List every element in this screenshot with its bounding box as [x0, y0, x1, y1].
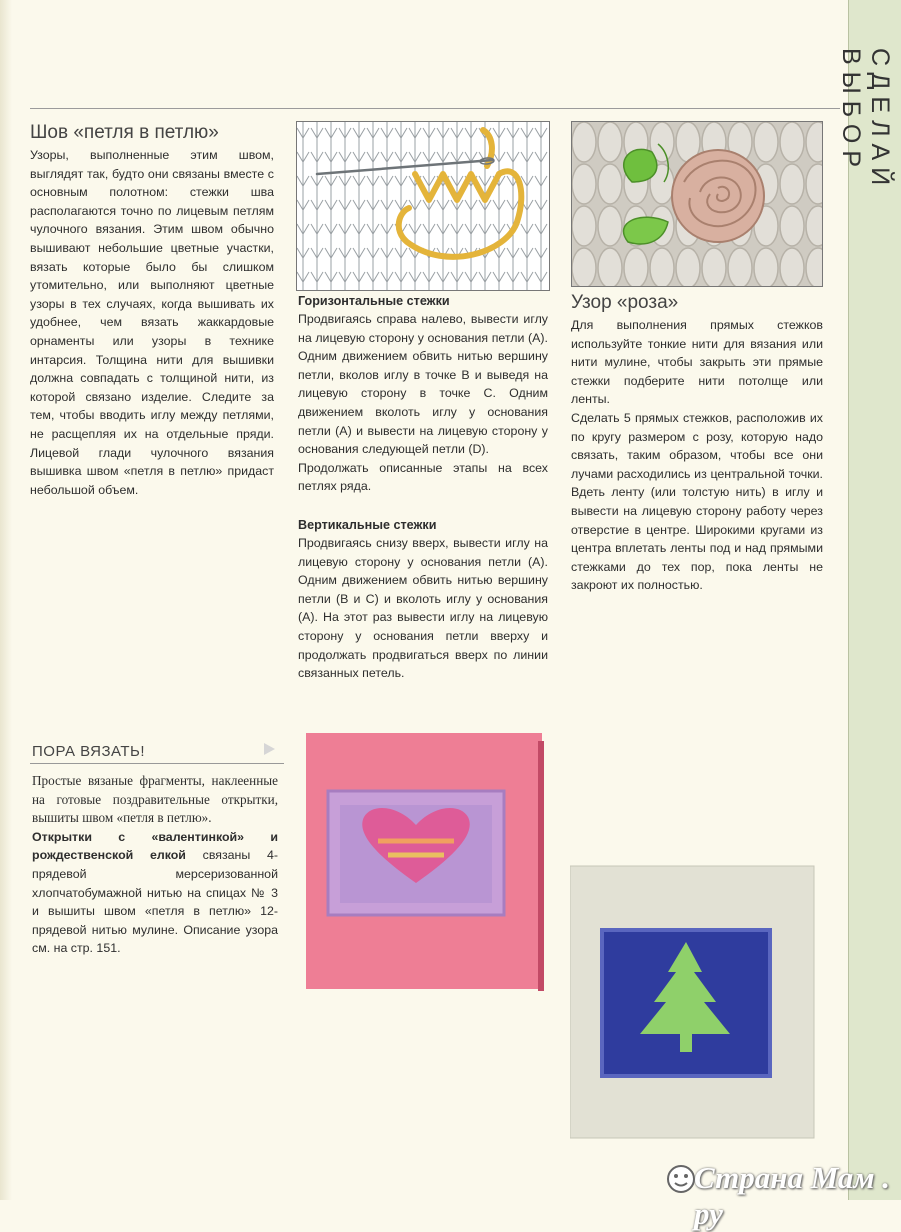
site-watermark: Страна Мам . ру [694, 1160, 891, 1231]
valentine-card-photo [306, 733, 546, 993]
loop-stitch-body: Узоры, выполненные этим швом, выглядят так, будто они связаны вместе с основным полотном: стежки шва располагаются точно по лицевым петлям чулочного вязания. Этим швом обычно вышивают небольшие цветные участки, вязать которые было бы слишком утомительно, или выполняют цветные узоры в тех случаях, когда вышивать их удобнее, чем вязать жаккардовые орнаменты или узоры в технике интарсия. Толщина нити для вышивки должна совпадать с толщиной нити, из которой связано изделие. Следите за тем, чтобы вводить иглу между петлями, не расщепляя их на отдельные пряди. Лицевой глади чулочного вязания вышивка швом «петля в петлю» придаст небольшой объем. [30, 148, 274, 497]
pora-vyazat-rest: связаны 4-прядевой мерсеризованной хлопчатобумажной нитью на спицах № 3 и вышиты швом «петля в петлю» 12-прядевой нитью мулине. Описание узора см. на стр. 151. [32, 848, 278, 956]
loop-stitch-title: Шов «петля в петлю» [30, 122, 219, 143]
christmas-tree-card-drawing [570, 860, 820, 1142]
column-loop-stitch [30, 122, 274, 499]
rose-pattern-title: Узор «роза» [571, 292, 679, 313]
pora-vyazat-text [32, 772, 278, 958]
pora-vyazat-divider [30, 763, 284, 764]
vertical-stitches-title: Вертикальные стежки [298, 517, 437, 532]
section-side-label: СДЕЛАЙ ВЫБОР [837, 48, 894, 193]
horizontal-stitches-continue: Продолжать описанные этапы на всех петлях ряда. [298, 460, 548, 494]
top-divider [30, 108, 840, 109]
column-rose-pattern [571, 292, 823, 595]
rose-photo [571, 121, 823, 287]
pora-vyazat-intro: Простые вязаные фрагменты, наклеенные на готовые поздравительные открытки, вышиты швом «петля в петлю». [32, 773, 278, 826]
horizontal-stitches-text: Продвигаясь справа налево, вывести иглу на лицевую сторону у основания петли (A). Одним движением обвить нитью вершину петли, вколов иглу в точке B и выведя на лицевую сторону в точке C. Одним движением вколоть иглу у основания петли (A) и вывести на лицевую сторону у основания следующей петли (D). [298, 312, 548, 457]
page-edge-shadow [0, 0, 12, 1200]
stitch-diagram-drawing [297, 122, 549, 290]
pora-vyazat-title: ПОРА ВЯЗАТЬ! [32, 743, 146, 760]
rose-pattern-intro: Для выполнения прямых стежков используйте тонкие нити для вязания или нити мулине, чтобы закрыть эти прямые стежки подберите нити потолще или ленты. [571, 318, 823, 407]
rose-photo-drawing [572, 122, 822, 286]
pora-vyazat-details [32, 828, 278, 958]
smiley-logo-icon [666, 1164, 696, 1194]
column-stitch-instructions [298, 292, 548, 683]
christmas-tree-card-photo [570, 860, 820, 1142]
horizontal-stitches-title: Горизонтальные стежки [298, 294, 450, 308]
rose-pattern-steps: Сделать 5 прямых стежков, расположив их по кругу размером с розу, которую надо связать, таким образом, чтобы все они лучами расходились из центральной точки. Вдеть ленту (или толстую нить) в иглу и вывести на лицевую сторону работу через отверстие в центре. Широкими кругами из центра вплетать ленты под и над прямыми стежками до тех пор, пока ленты не закроют их полностью. [571, 410, 823, 593]
triangle-arrow-icon [262, 742, 276, 756]
pora-vyazat-bold: Открытки с «валентинкой» и рождественской елкой [32, 829, 278, 863]
vertical-stitches-text: Продвигаясь снизу вверх, вывести иглу на лицевую сторону у основания петли (A). Одним движением обвить нитью вершину петли (B и C) и вколоть иглу у основания (A). На этот раз вывести иглу на лицевую сторону у основания петли вверху и продолжать продвигаться вверх по линии связанных петель. [298, 535, 548, 681]
valentine-card-drawing [306, 733, 546, 993]
stitch-diagram [296, 121, 550, 291]
